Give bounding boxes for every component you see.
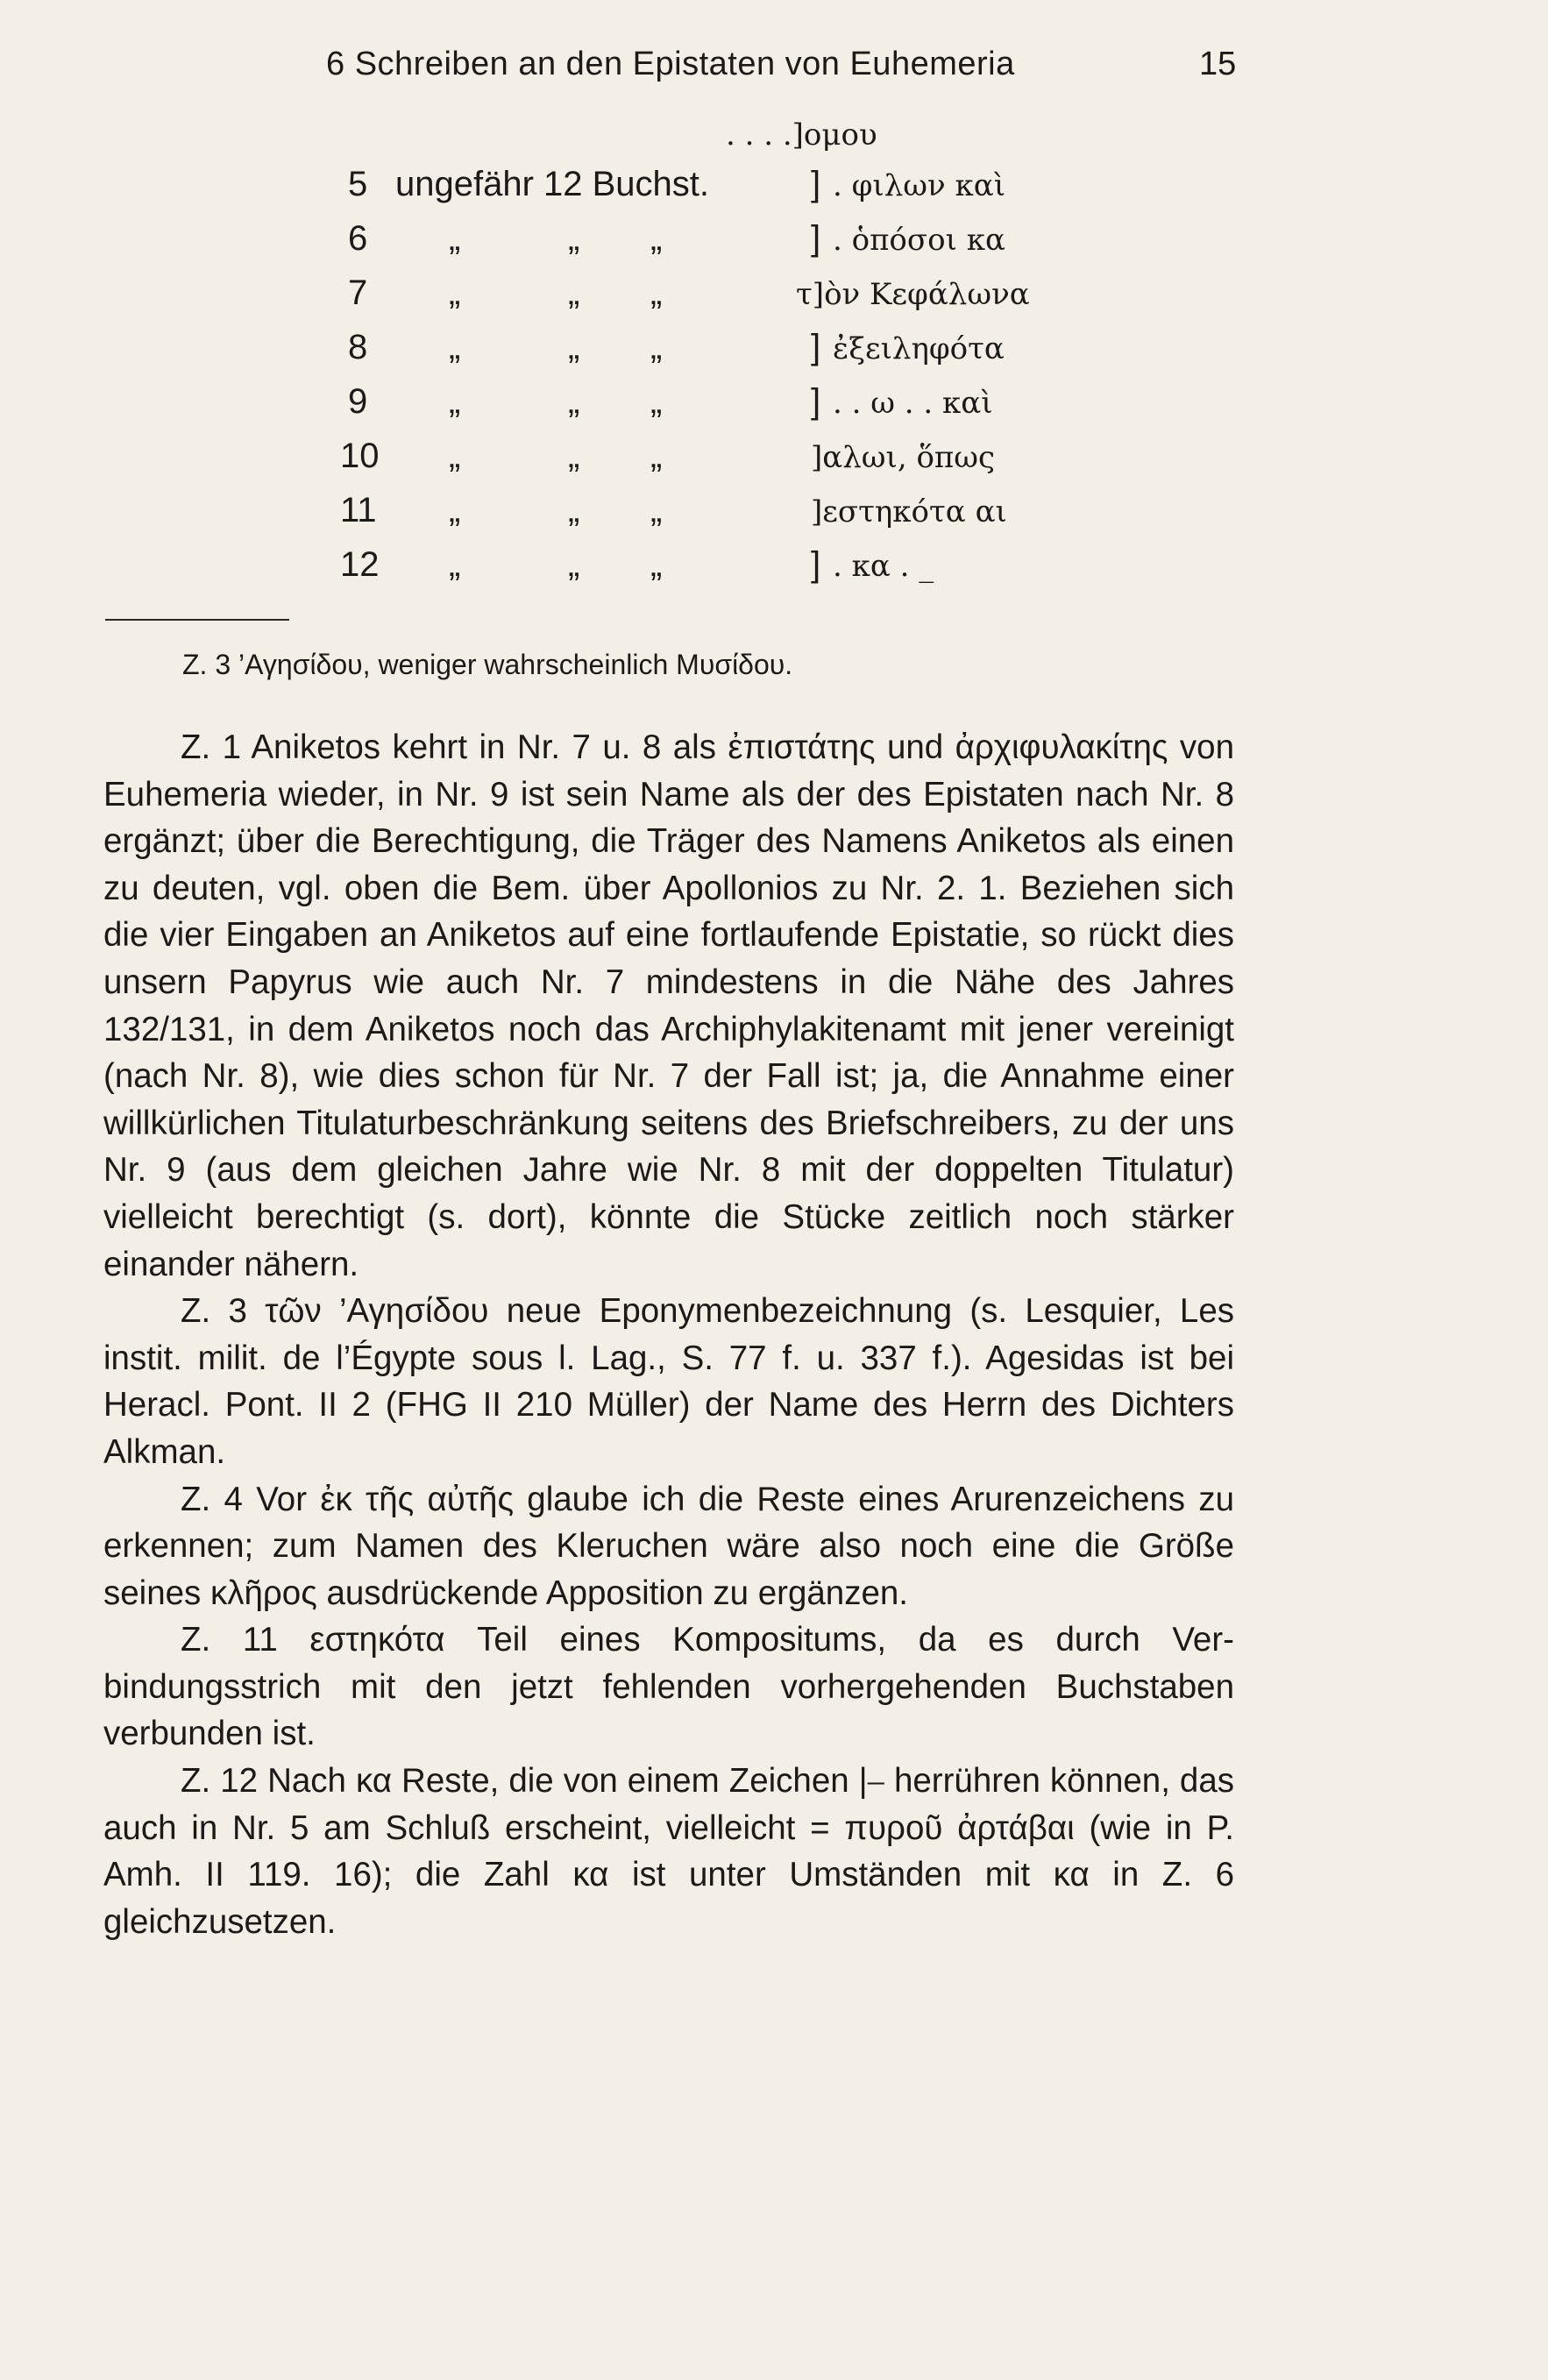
ditto-mark: „: [568, 382, 580, 421]
line-number: 8: [348, 328, 368, 366]
text-line: [0, 382, 1548, 435]
ditto-mark: „: [449, 274, 461, 312]
bracket: ]: [811, 328, 821, 366]
text-line: [0, 437, 1548, 489]
greek-text: . ὁπόσοι κα: [833, 223, 1005, 258]
greek-text: ]εστηκότα αι: [811, 494, 1007, 529]
lacuna-note: ungefähr 12 Buchst.: [395, 165, 710, 203]
line-number: 5: [348, 165, 368, 203]
ditto-mark: „: [650, 437, 663, 475]
line-number: 10: [340, 437, 380, 475]
ditto-mark: „: [568, 491, 580, 529]
text-line: [0, 274, 1548, 326]
text-line: [0, 328, 1548, 380]
running-head-title: 6 Schreiben an den Epistaten von Euhemeria: [326, 46, 1015, 82]
ditto-mark: „: [650, 328, 663, 366]
line-number: 11: [340, 491, 377, 529]
footnote-rule: [105, 619, 289, 621]
commentary-paragraph: Z. 11 εστηκότα Teil eines Kompositums, da es durch Verbindungsstrich mit den jetzt fehlenden vorhergehenden Buchstaben verbunden ist.: [103, 1621, 1234, 1753]
line-number: 7: [348, 274, 368, 312]
bracket: ]: [811, 545, 821, 584]
line-number: 12: [340, 545, 380, 584]
greek-text: τ]ὸν Κεφάλωνα: [796, 277, 1030, 312]
ditto-mark: „: [650, 219, 663, 258]
ditto-mark: „: [449, 328, 461, 366]
ditto-mark: „: [568, 219, 580, 258]
ditto-mark: „: [449, 382, 461, 421]
greek-text: . . ω . . καὶ: [833, 386, 993, 421]
text-line: [0, 219, 1548, 272]
ditto-mark: „: [568, 437, 580, 475]
footnote: Z. 3 ’Αγησίδου, weniger wahrscheinlich Μυσίδου.: [182, 649, 793, 680]
commentary-paragraph: Z. 1 Aniketos kehrt in Nr. 7 u. 8 als ἐπιστάτης und ἀρχιφυλακίτης von Euhemeria wieder, in Nr. 9 ist sein Name als der des Epistaten nach Nr. 8 ergänzt; über die Berechtigung, die Träger des Namens Aniketos als einen zu deuten, vgl. oben die Bem. über Apollonios zu Nr. 2. 1. Beziehen sich die vier Eingaben an Aniketos auf eine fortlaufende Epistatie, so rückt dies unsern Papyrus wie auch Nr. 7 mindestens in die Nähe des Jahres 132/131, in dem Aniketos noch das Archiphylakitenamt mit jener vereinigt (nach Nr. 8), wie dies schon für Nr. 7 der Fall ist; ja, die Annahme einer willkürlichen Titulaturbeschränkung seitens des Briefschreibers, zu der uns Nr. 9 (aus dem gleichen Jahre wie Nr. 8 mit der doppelten Titulatur) vielleicht berechtigt (s. dort), könnte die Stücke zeitlich noch stärker einander nähern.: [103, 728, 1234, 1283]
bracket: ]: [811, 219, 821, 258]
commentary-paragraph: Z. 12 Nach κα Reste, die von einem Zeichen |⎯ herrühren können, das auch in Nr. 5 am Schluß erscheint, vielleicht = πυροῦ ἀρτάβαι (wie in P. Amh. II 119. 16); die Zahl κα ist unter Umständen mit κα in Z. 6 gleichzusetzen.: [103, 1762, 1234, 1941]
ditto-mark: „: [650, 491, 663, 529]
greek-text: ]αλωι, ὅπως: [811, 440, 996, 475]
greek-text: . κα . _: [833, 549, 934, 584]
greek-text: . . . .]ομου: [726, 117, 877, 153]
ditto-mark: „: [568, 274, 580, 312]
ditto-mark: „: [449, 437, 461, 475]
bracket: ]: [811, 165, 821, 203]
ditto-mark: „: [568, 545, 580, 584]
ditto-mark: „: [650, 382, 663, 421]
ditto-mark: „: [650, 545, 663, 584]
commentary-paragraph: Z. 3 τῶν ’Αγησίδου neue Eponymenbezeichnung (s. Lesquier, Les instit. milit. de l’Égypte sous l. Lag., S. 77 f. u. 337 f.). Agesidas ist bei Heracl. Pont. II 2 (FHG II 210 Müller) der Name des Herrn des Dichters Alkman.: [103, 1292, 1234, 1471]
ditto-mark: „: [449, 491, 461, 529]
ditto-mark: „: [650, 274, 663, 312]
greek-text: ἐξειληφότα: [833, 331, 1005, 366]
ditto-mark: „: [568, 328, 580, 366]
page-number: 15: [1199, 46, 1237, 82]
line-number: 9: [348, 382, 368, 421]
text-line: [0, 545, 1548, 598]
text-line: [0, 165, 1548, 217]
greek-text: . φιλων καὶ: [833, 168, 1006, 203]
ditto-mark: „: [449, 545, 461, 584]
bracket: ]: [811, 382, 821, 421]
text-line: [0, 491, 1548, 543]
text-line: [0, 114, 1548, 167]
ditto-mark: „: [449, 219, 461, 258]
line-number: 6: [348, 219, 368, 258]
commentary-paragraph: Z. 4 Vor ἐκ τῆς αὐτῆς glaube ich die Reste eines Arurenzeichens zu erkennen; zum Namen des Kleruchen wäre also noch eine die Größe seines κλῆρος ausdrückende Apposition zu ergänzen.: [103, 1480, 1234, 1612]
commentary: [103, 724, 1234, 1945]
